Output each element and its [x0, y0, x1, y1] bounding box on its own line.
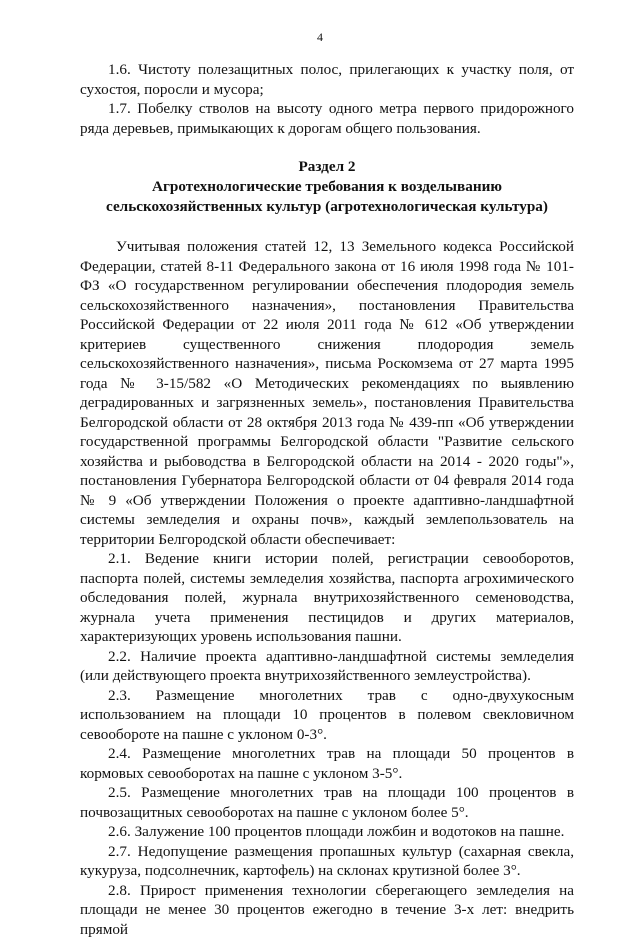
paragraph-2-2: 2.2. Наличие проекта адаптивно-ландшафтной системы земледелия (или действующего проекта внутрихозяйственного землеустройства). [80, 647, 574, 686]
section-subtitle-line-1: Агротехнологические требования к возделыванию [80, 177, 574, 197]
paragraph-2-4: 2.4. Размещение многолетних трав на площади 50 процентов в кормовых севооборотах на пашне с уклоном 3-5°. [80, 744, 574, 783]
paragraph-1-6: 1.6. Чистоту полезащитных полос, прилегающих к участку поля, от сухостоя, поросли и мусора; [80, 60, 574, 99]
paragraph-2-5: 2.5. Размещение многолетних трав на площади 100 процентов в почвозащитных севооборотах на пашне с уклоном более 5°. [80, 783, 574, 822]
intro-paragraph: Учитывая положения статей 12, 13 Земельного кодекса Российской Федерации, статей 8-11 Федерального закона от 16 июля 1998 года № 101-ФЗ «О государственном регулировании обеспечения плодородия земель сельскохозяйственного назначения», постановления Правительства Российской Федерации от 22 июля 2011 года № 612 «Об утверждении критериев существенного снижения плодородия земель сельскохозяйственного назначения», письма Роскомзема от 27 марта 1995 года № 3-15/582 «О Методических рекомендациях по выявлению деградированных и загрязненных земель», постановления Правительства Белгородской области от 28 октября 2013 года № 439-пп «Об утверждении государственной программы Белгородской области "Развитие сельского хозяйства и рыбоводства в Белгородской области на 2014 - 2020 годы"», постановления Губернатора Белгородской области от 04 февраля 2014 года № 9 «Об утверждении Положения о проекте адаптивно-ландшафтной системы земледелия и охраны почв», каждый землепользователь на территории Белгородской области обеспечивает: [80, 237, 574, 549]
paragraph-2-3: 2.3. Размещение многолетних трав с одно-двухукосным использованием на площади 10 процентов в полевом свекловичном севообороте на пашне с уклоном 0-3°. [80, 686, 574, 745]
section-title: Раздел 2 [80, 157, 574, 177]
paragraph-2-6: 2.6. Залужение 100 процентов площади ложбин и водотоков на пашне. [80, 822, 574, 842]
document-body [80, 60, 574, 939]
section-heading [80, 157, 574, 217]
spacer [80, 217, 574, 237]
section-subtitle-line-2: сельскохозяйственных культур (агротехнологическая культура) [80, 197, 574, 217]
paragraph-2-7: 2.7. Недопущение размещения пропашных культур (сахарная свекла, кукуруза, подсолнечник, картофель) на склонах крутизной более 3°. [80, 842, 574, 881]
paragraph-2-1: 2.1. Ведение книги истории полей, регистрации севооборотов, паспорта полей, системы земледелия хозяйства, паспорта агрохимического обследования полей, журнала внутрихозяйственного семеноводства, журнала учета применения пестицидов и других материалов, характеризующих уровень использования пашни. [80, 549, 574, 647]
paragraph-1-7: 1.7. Побелку стволов на высоту одного метра первого придорожного ряда деревьев, примыкающих к дорогам общего пользования. [80, 99, 574, 138]
paragraph-2-8: 2.8. Прирост применения технологии сберегающего земледелия на площади не менее 30 процентов ежегодно в течение 3-х лет: внедрить прямой [80, 881, 574, 939]
page-number: 4 [0, 30, 640, 45]
